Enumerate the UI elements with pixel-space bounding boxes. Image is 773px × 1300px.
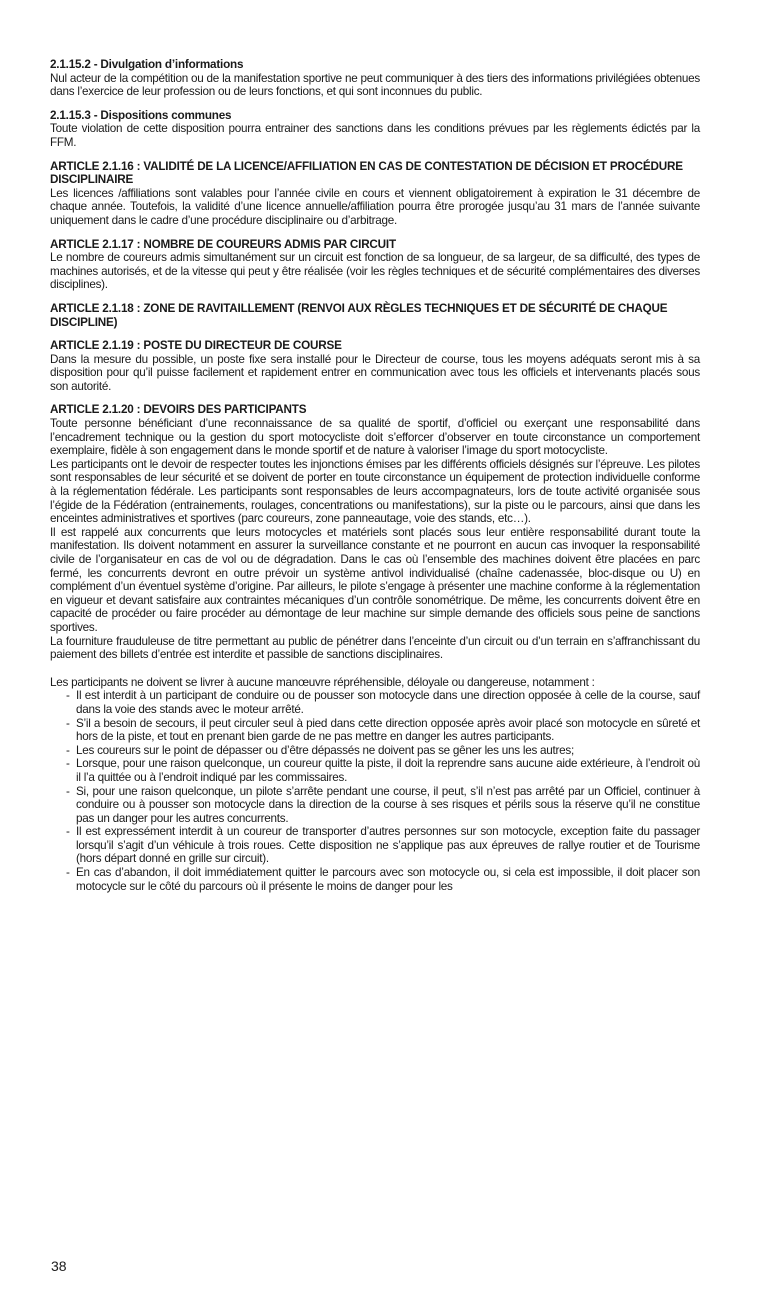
article-heading: ARTICLE 2.1.20 : DEVOIRS DES PARTICIPANTS [50,403,307,417]
list-item: - Si, pour une raison quelconque, un pilote s’arrête pendant une course, il peut, s’il n’est pas arrêté par un Officiel, continuer à conduire ou à pousser son motocycle dans la direction de la course à ses risques et périls sous la réserve qu’il ne constitue pas un danger pour les autres concurrents. [66,785,700,826]
section-article-2-1-20 [50,403,700,893]
section-heading: 2.1.15.3 - Dispositions communes [50,108,232,122]
list-item: - Il est expressément interdit à un coureur de transporter d’autres personnes sur son motocycle, exception faite du passager lorsqu’il s’agit d’un véhicule à trois roues. Cette disposition ne s’applique pas aux épreuves de rallye routier et de Tourisme (hors départ donné en grille sur circuit). [66,825,700,866]
section-paragraph: Les participants ont le devoir de respecter toutes les injonctions émises par les différents officiels désignés sur l’épreuve. Les pilotes sont responsables de leur sécurité et se doivent de porter en toute circonstance un équipement de protection individuelle conforme à la réglementation fédérale. Les participants sont responsables de leurs accompagnateurs, lors de toute activité organisée sous l’égide de la Fédération (entrainements, roulages, concentrations ou manifestations), sur la piste ou le parcours, ainsi que dans les enceintes administratives et sportives (parc coureurs, zone panneautage, voie des stands, etc…). [50,457,700,526]
section-paragraph: Dans la mesure du possible, un poste fixe sera installé pour le Directeur de course, tous les moyens adéquats seront mis à sa disposition pour qu’il puisse facilement et rapidement entrer en communication avec tous les officiels et intervenants placés sous son autorité. [50,352,700,393]
article-heading: ARTICLE 2.1.16 : VALIDITÉ DE LA LICENCE/AFFILIATION EN CAS DE CONTESTATION DE DÉCISION ET PROCÉDURE DISCIPLINAIRE [50,159,683,187]
section-paragraph: Les licences /affiliations sont valables pour l’année civile en cours et viennent obligatoirement à expiration le 31 décembre de chaque année. Toutefois, la validité d’une licence annuelle/affiliation pourra être prorogée jusqu’au 31 mars de l’année suivante uniquement dans le cadre d’une procédure disciplinaire ou d’arbitrage. [50,186,700,227]
article-heading: ARTICLE 2.1.17 : NOMBRE DE COUREURS ADMIS PAR CIRCUIT [50,237,396,251]
section-article-2-1-18 [50,302,700,329]
section-paragraph: Il est rappelé aux concurrents que leurs motocycles et matériels sont placés sous leur entière responsabilité durant toute la manifestation. Ils doivent notamment en assurer la surveillance constante et ne pourront en aucun cas invoquer la responsabilité civile de l’organisateur en cas de vol ou de dégradation. Dans le cas où l’ensemble des machines doivent être placées en parc fermé, les concurrents devront en outre prévoir un système antivol individualisé (chaîne cadenassée, bloc-disque ou U) en complément d’un éventuel système d’origine. Par ailleurs, le pilote s’engage à présenter une machine conforme à la réglementation en vigueur et devant satisfaire aux contraintes mécaniques d’un contrôle sonométrique. De même, les concurrents doivent être en capacité de procéder ou faire procéder au démontage de leur machine sur simple demande des officiels sous peine de sanctions sportives. [50,525,700,634]
article-heading: ARTICLE 2.1.18 : ZONE DE RAVITAILLEMENT (RENVOI AUX RÈGLES TECHNIQUES ET DE SÉCURITÉ DE CHAQUE DISCIPLINE) [50,301,668,329]
section-paragraph: Le nombre de coureurs admis simultanément sur un circuit est fonction de sa longueur, de sa largeur, de sa difficulté, des types de machines autorisés, et de la vitesse qui peut y être réalisée (voir les règles techniques et de sécurité complémentaires des diverses disciplines). [50,251,700,292]
list-item: - Les coureurs sur le point de dépasser ou d’être dépassés ne doivent pas se gêner les uns les autres; [66,744,700,758]
section-heading: 2.1.15.2 - Divulgation d’informations [50,58,244,71]
section-article-2-1-16 [50,160,700,228]
section-article-2-1-17 [50,238,700,292]
list-item: - Il est interdit à un participant de conduire ou de pousser son motocycle dans une direction opposée à celle de la course, sauf dans la voie des stands avec le moteur arrêté. [66,689,700,716]
section-article-2-1-19 [50,339,700,393]
section-paragraph: La fourniture frauduleuse de titre permettant au public de pénétrer dans l’enceinte d’un circuit ou d’un terrain en s’affranchissant du paiement des billets d’entrée est interdite et passible de sanctions disciplinaires. [50,634,700,662]
list-item: - Lorsque, pour une raison quelconque, un coureur quitte la piste, il doit la reprendre sans aucune aide extérieure, à l’endroit où il l’a quittée ou à l’endroit indiqué par les commissaires. [66,757,700,784]
section-paragraph: Nul acteur de la compétition ou de la manifestation sportive ne peut communiquer à des tiers des informations privilégiées obtenues dans l’exercice de leur profession ou de leurs fonctions, et qui sont inconnues du public. [50,71,700,99]
section-paragraph: Toute personne bénéficiant d’une reconnaissance de sa qualité de sportif, d’officiel ou exerçant une responsabilité dans l’encadrement technique ou la gestion du sport motocycliste doit s’efforcer d’observer en toute circonstance un comportement exemplaire, fidèle à son engagement dans le monde sportif et de nature à valoriser l’image du sport motocycliste. [50,417,700,458]
article-heading: ARTICLE 2.1.19 : POSTE DU DIRECTEUR DE COURSE [50,339,342,353]
list-item: - En cas d’abandon, il doit immédiatement quitter le parcours avec son motocycle ou, si cela est impossible, il doit placer son motocycle sur le côté du parcours où il présente le moins de danger pour les [66,866,700,893]
conduct-list [50,689,700,893]
section-divulgation [50,58,700,99]
section-paragraph: Toute violation de cette disposition pourra entrainer des sanctions dans les conditions prévues par les règlements édictés par la FFM. [50,122,700,149]
conduct-intro: Les participants ne doivent se livrer à aucune manœuvre répréhensible, déloyale ou dangereuse, notamment : [50,675,595,689]
list-item: - S’il a besoin de secours, il peut circuler seul à pied dans cette direction opposée après avoir placé son motocycle en sûreté et hors de la piste, et tout en prenant bien garde de ne pas mettre en danger les autres participants. [66,717,700,744]
document-page [50,58,700,903]
section-dispositions [50,109,700,150]
page-number: 38 [51,1258,67,1274]
